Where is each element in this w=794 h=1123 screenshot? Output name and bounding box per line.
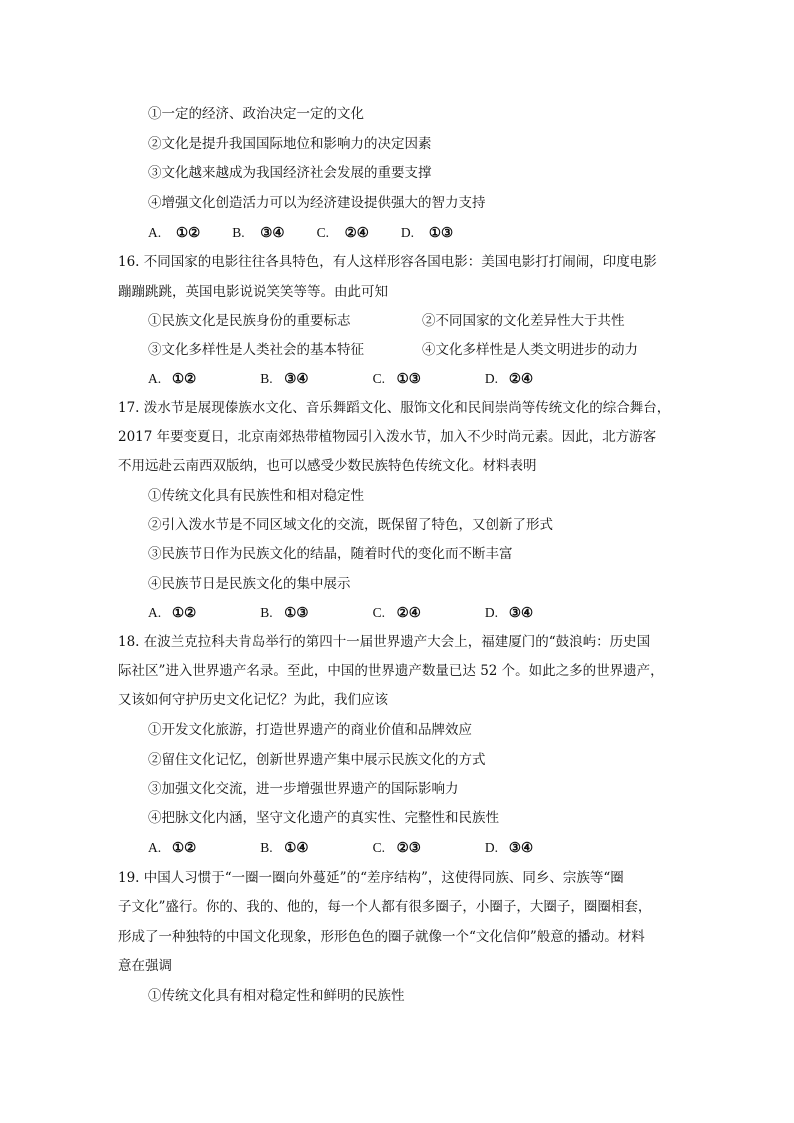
q17-option-3: ③民族节日作为民族文化的结晶，随着时代的变化而不断丰富 <box>148 546 513 562</box>
q19-stem-line-3: 形成了一种独特的中国文化现象，形形色色的圈子就像一个“文化信仰”般意的播动。材料 <box>118 929 645 945</box>
q15-choice-b-label: B. <box>232 225 245 240</box>
q16-choice-c-label: C. <box>372 371 385 386</box>
q18-option-1: ①开发文化旅游，打造世界遗产的商业价值和品牌效应 <box>148 722 472 738</box>
q16-stem-line-2: 蹦蹦跳跳，英国电影说说笑笑等等。由此可知 <box>118 284 388 300</box>
q18-choice-a-value: ①② <box>172 840 197 856</box>
q17-choice-c-value: ②④ <box>396 605 421 621</box>
q18-stem-line-2: 际社区”进入世界遗产名录。至此，中国的世界遗产数量已达 52 个。如此之多的世界遗产， <box>118 663 664 679</box>
q17-option-4: ④民族节日是民族文化的集中展示 <box>148 576 351 592</box>
q15-option-1: ①一定的经济、政治决定一定的文化 <box>148 106 364 122</box>
q18-choice-c-value: ②③ <box>396 840 421 856</box>
q18-stem-line-1: 18. 在波兰克拉科夫肯岛举行的第四十一届世界遗产大会上，福建厦门的“鼓浪屿：历史国 <box>118 634 651 650</box>
q17-option-1: ①传统文化具有民族性和相对稳定性 <box>148 488 364 504</box>
q19-stem-line-1: 19. 中国人习惯于“一圈一圈向外蔓延”的“差序结构”，这使得同族、同乡、宗族等“圈 <box>118 870 624 886</box>
q17-choice-a-value: ①② <box>172 605 197 621</box>
q15-choice-d-value: ①③ <box>428 225 454 241</box>
q19-stem-line-2: 子文化”盛行。你的、我的、他的，每一个人都有很多圈子，小圈子，大圈子，圈圈相套， <box>118 899 652 915</box>
q19-stem-line-4: 意在强调 <box>118 958 172 974</box>
q18-choices <box>148 838 569 858</box>
q17-option-2: ②引入泼水节是不同区域文化的交流，既保留了特色，又创新了形式 <box>148 517 553 533</box>
q16-option-2: ②不同国家的文化差异性大于共性 <box>422 313 625 329</box>
q15-choice-b-value: ③④ <box>260 225 285 241</box>
q18-stem-line-3: 又该如何守护历史文化记忆？为此，我们应该 <box>118 692 388 708</box>
q15-choice-a-label: A. <box>148 225 162 240</box>
q18-choice-c-label: C. <box>372 840 385 855</box>
q18-choice-d-value: ③④ <box>508 840 534 856</box>
q15-option-4: ④增强文化创造活力可以为经济建设提供强大的智力支持 <box>148 195 486 211</box>
q15-choice-c-value: ②④ <box>344 225 369 241</box>
q18-choice-b-label: B. <box>260 840 273 855</box>
q17-choice-d-value: ③④ <box>508 605 534 621</box>
q16-choice-d-label: D. <box>484 371 499 386</box>
q17-stem-line-1: 17. 泼水节是展现傣族水文化、音乐舞蹈文化、服饰文化和民间崇尚等传统文化的综合舞台， <box>118 400 671 416</box>
q18-choice-b-value: ①④ <box>284 840 309 856</box>
q18-option-2: ②留住文化记忆，创新世界遗产集中展示民族文化的方式 <box>148 752 486 768</box>
q16-choice-b-value: ③④ <box>284 371 309 387</box>
q16-option-1: ①民族文化是民族身份的重要标志 <box>148 313 351 329</box>
q15-choice-c-label: C. <box>316 225 329 240</box>
q17-stem-line-3: 不用远赴云南西双版纳，也可以感受少数民族特色传统文化。材料表明 <box>118 458 537 474</box>
q17-choice-a-label: A. <box>148 605 162 620</box>
q15-option-2: ②文化是提升我国国际地位和影响力的决定因素 <box>148 136 432 152</box>
q16-option-4: ④文化多样性是人类文明进步的动力 <box>422 342 638 358</box>
q16-option-3: ③文化多样性是人类社会的基本特征 <box>148 342 364 358</box>
q17-choice-c-label: C. <box>372 605 385 620</box>
q16-stem-line-1: 16. 不同国家的电影往往各具特色，有人这样形容各国电影：美国电影打打闹闹，印度电影 <box>118 254 657 270</box>
q16-choice-c-value: ①③ <box>396 371 421 387</box>
q17-choice-b-label: B. <box>260 605 273 620</box>
q19-option-1: ①传统文化具有相对稳定性和鲜明的民族性 <box>148 988 405 1004</box>
q16-choice-d-value: ②④ <box>508 371 534 387</box>
q17-choice-d-label: D. <box>484 605 499 620</box>
q17-choice-b-value: ①③ <box>284 605 309 621</box>
q15-choices <box>148 223 481 243</box>
q15-option-3: ③文化越来越成为我国经济社会发展的重要支撑 <box>148 165 432 181</box>
q18-option-4: ④把脉文化内涵，坚守文化遗产的真实性、完整性和民族性 <box>148 810 499 826</box>
q17-choices <box>148 603 569 623</box>
q16-choice-b-label: B. <box>260 371 273 386</box>
q18-option-3: ③加强文化交流，进一步增强世界遗产的国际影响力 <box>148 781 459 797</box>
q16-choice-a-value: ①② <box>172 371 197 387</box>
q15-choice-d-label: D. <box>400 225 415 240</box>
q15-choice-a-value: ①② <box>176 225 201 241</box>
q18-choice-a-label: A. <box>148 840 162 855</box>
q18-choice-d-label: D. <box>484 840 499 855</box>
q16-choice-a-label: A. <box>148 371 162 386</box>
q16-choices <box>148 369 569 389</box>
q17-stem-line-2: 2017 年要变夏日，北京南郊热带植物园引入泼水节，加入不少时尚元素。因此，北方游客 <box>118 429 657 445</box>
